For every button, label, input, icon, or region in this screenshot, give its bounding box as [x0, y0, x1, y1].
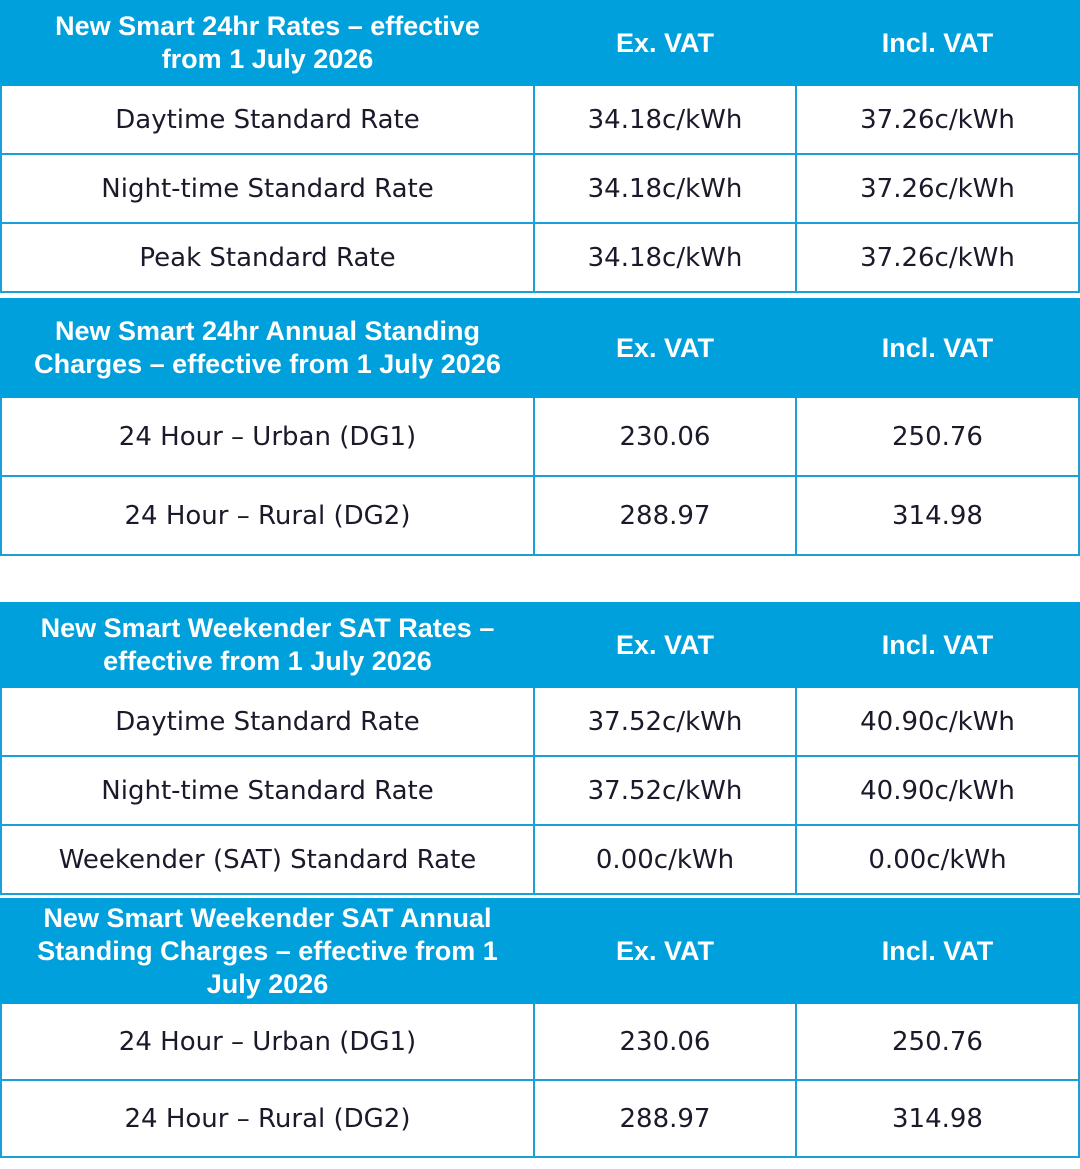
ex-vat-value: 34.18c/kWh: [534, 223, 796, 292]
rate-label: Peak Standard Rate: [1, 223, 534, 292]
charge-label: 24 Hour – Urban (DG1): [1, 1003, 534, 1080]
table-title: New Smart 24hr Annual Standing Charges – effective from 1 July 2026: [1, 299, 534, 397]
smart-weekender-sat-standing-charges-table: [0, 898, 1080, 1158]
charge-label: 24 Hour – Rural (DG2): [1, 1080, 534, 1157]
incl-vat-value: 250.76: [796, 397, 1079, 476]
smart-24hr-standing-charges-table: [0, 298, 1080, 556]
table-title: New Smart Weekender SAT Annual Standing Charges – effective from 1 July 2026: [1, 899, 534, 1003]
incl-vat-header: Incl. VAT: [796, 603, 1079, 687]
table-header-row: [1, 1, 1079, 85]
table-title: New Smart Weekender SAT Rates – effective from 1 July 2026: [1, 603, 534, 687]
ex-vat-header: Ex. VAT: [534, 603, 796, 687]
ex-vat-value: 34.18c/kWh: [534, 85, 796, 154]
table-title: New Smart 24hr Rates – effective from 1 July 2026: [1, 1, 534, 85]
charge-label: 24 Hour – Rural (DG2): [1, 476, 534, 555]
ex-vat-header: Ex. VAT: [534, 299, 796, 397]
table-row: [1, 1080, 1079, 1157]
incl-vat-value: 250.76: [796, 1003, 1079, 1080]
ex-vat-value: 230.06: [534, 397, 796, 476]
table-header-row: [1, 299, 1079, 397]
ex-vat-value: 37.52c/kWh: [534, 687, 796, 756]
ex-vat-value: 0.00c/kWh: [534, 825, 796, 894]
incl-vat-value: 37.26c/kWh: [796, 85, 1079, 154]
incl-vat-value: 37.26c/kWh: [796, 154, 1079, 223]
incl-vat-header: Incl. VAT: [796, 899, 1079, 1003]
ex-vat-header: Ex. VAT: [534, 1, 796, 85]
ex-vat-value: 288.97: [534, 476, 796, 555]
incl-vat-value: 314.98: [796, 476, 1079, 555]
ex-vat-value: 288.97: [534, 1080, 796, 1157]
table-row: [1, 154, 1079, 223]
table-header-row: [1, 899, 1079, 1003]
table-row: [1, 825, 1079, 894]
incl-vat-value: 40.90c/kWh: [796, 687, 1079, 756]
table-row: [1, 756, 1079, 825]
table-row: [1, 397, 1079, 476]
ex-vat-value: 37.52c/kWh: [534, 756, 796, 825]
incl-vat-value: 314.98: [796, 1080, 1079, 1157]
smart-24hr-rates-table: [0, 0, 1080, 293]
ex-vat-value: 230.06: [534, 1003, 796, 1080]
table-row: [1, 1003, 1079, 1080]
incl-vat-value: 40.90c/kWh: [796, 756, 1079, 825]
table-row: [1, 687, 1079, 756]
rate-label: Weekender (SAT) Standard Rate: [1, 825, 534, 894]
rate-label: Night-time Standard Rate: [1, 756, 534, 825]
rate-label: Night-time Standard Rate: [1, 154, 534, 223]
incl-vat-header: Incl. VAT: [796, 1, 1079, 85]
table-row: [1, 223, 1079, 292]
incl-vat-value: 0.00c/kWh: [796, 825, 1079, 894]
rate-label: Daytime Standard Rate: [1, 687, 534, 756]
ex-vat-header: Ex. VAT: [534, 899, 796, 1003]
table-row: [1, 476, 1079, 555]
table-row: [1, 85, 1079, 154]
incl-vat-value: 37.26c/kWh: [796, 223, 1079, 292]
rate-label: Daytime Standard Rate: [1, 85, 534, 154]
charge-label: 24 Hour – Urban (DG1): [1, 397, 534, 476]
table-header-row: [1, 603, 1079, 687]
smart-weekender-sat-rates-table: [0, 602, 1080, 895]
ex-vat-value: 34.18c/kWh: [534, 154, 796, 223]
incl-vat-header: Incl. VAT: [796, 299, 1079, 397]
